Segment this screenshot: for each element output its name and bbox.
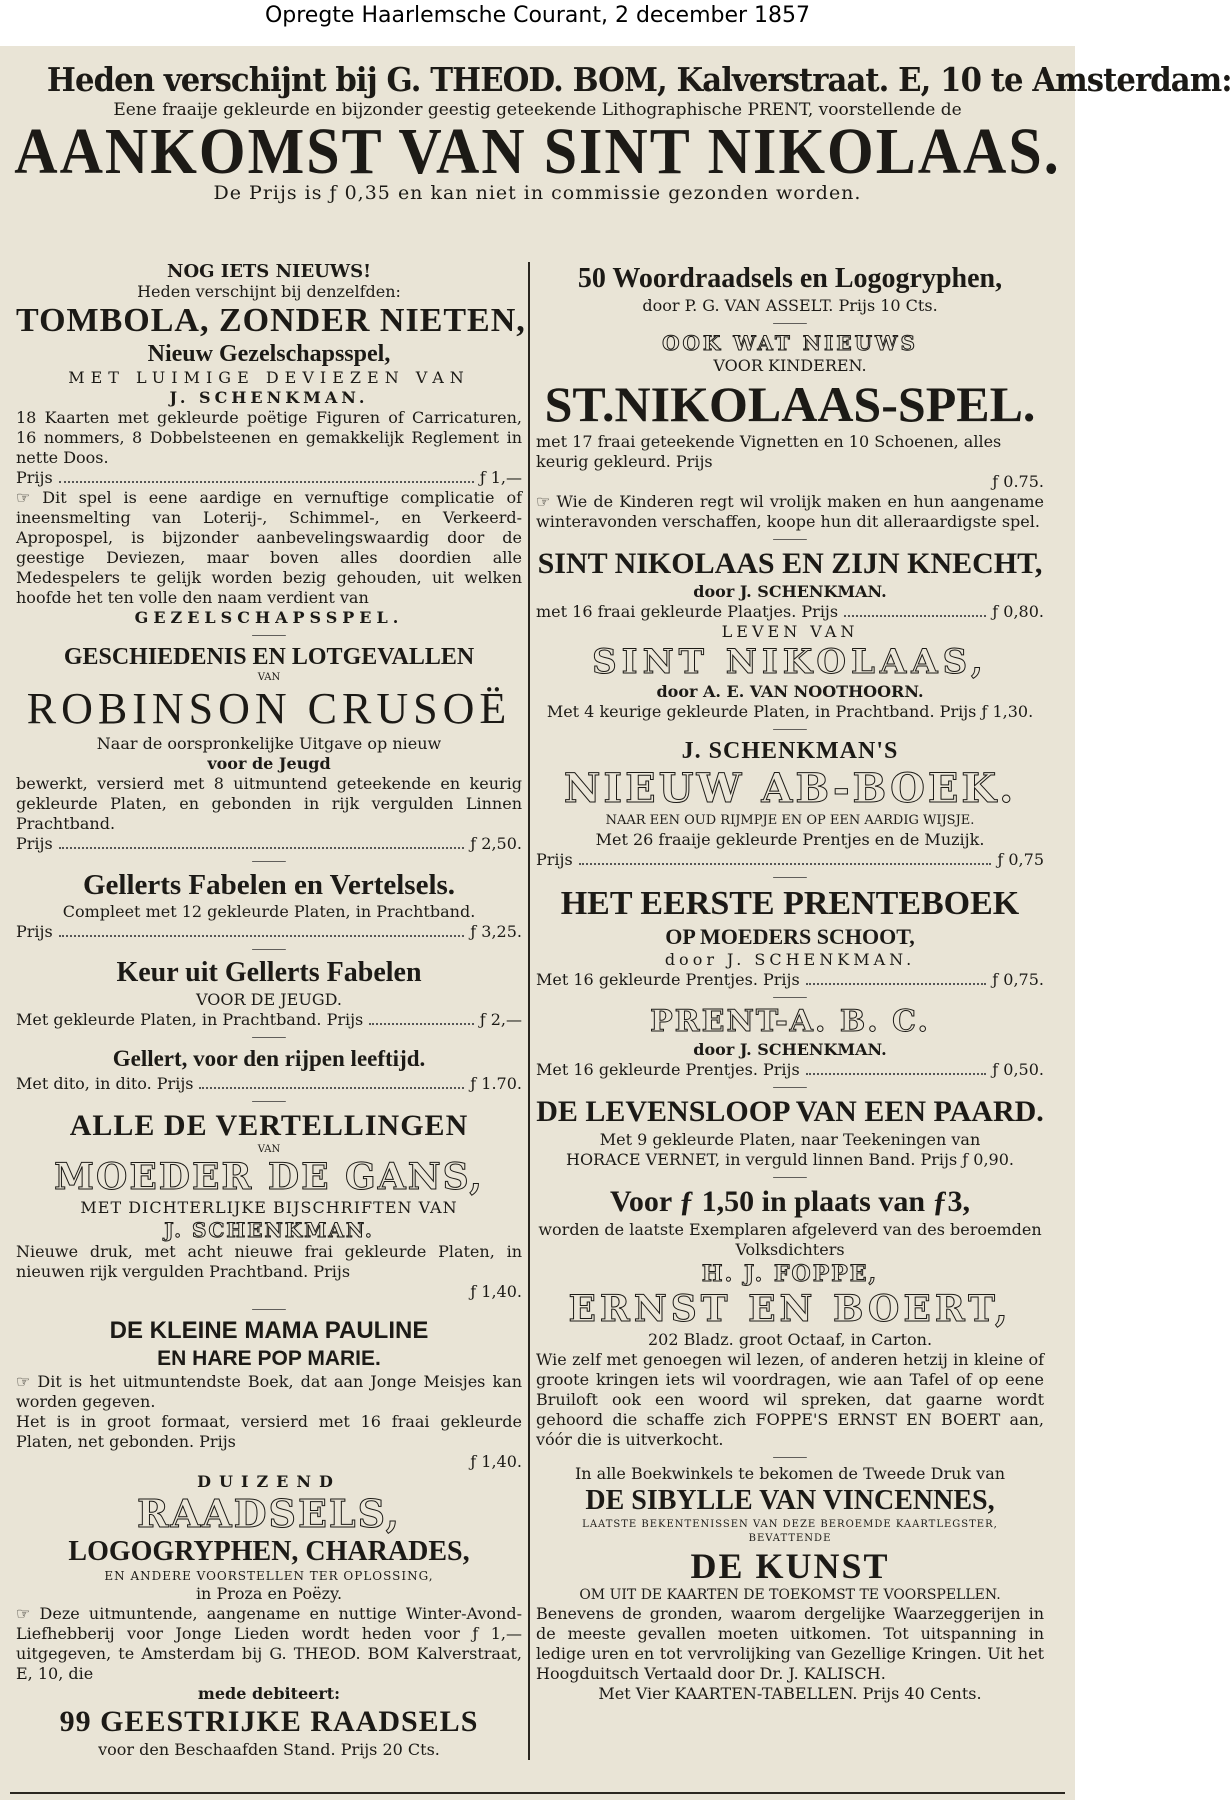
ad-paard-title: DE LEVENSLOOP VAN EEN PAARD. <box>536 1095 1044 1128</box>
ad-levensloop-paard <box>536 1094 1044 1170</box>
ad-sibylle-title: DE SIBYLLE VAN VINCENNES, <box>585 1485 995 1516</box>
ad-raadsels-body: ☞ Deze uitmuntende, aangename en nuttige Winter-Avond-Liefhebberij voor Jonge Lieden wordt heden voor ƒ 1,— uitgegeven, te Amsterdam bij G. THEOD. BOM Kalverstraat, E, 10, die <box>16 1604 522 1683</box>
ad-foppe-author: H. J. FOPPE, <box>701 1261 879 1287</box>
ad-leven-desc: Met 4 keurige gekleurde Platen, in Prachtband. Prijs ƒ 1,30. <box>546 702 1034 721</box>
masthead <box>0 46 1232 204</box>
ad-robinson-title: ROBINSON CRUSOË <box>26 684 512 733</box>
ad-spel-price-row <box>536 432 1044 472</box>
separator-ornament: ⸻ <box>251 1029 287 1045</box>
ad-gans-title: MOEDER DE GANS, <box>54 1156 484 1198</box>
ad-keur-price-row <box>16 1010 522 1030</box>
ad-tombola-author: J. SCHENKMAN. <box>169 388 369 407</box>
ad-ab-sub: NAAR EEN OUD RIJMPJE EN OP EEN AARDIG WIJSJE. <box>605 813 975 828</box>
ad-raadsels-title: RAADSELS, <box>137 1491 401 1536</box>
ad-robinson-desc: bewerkt, versierd met 8 uitmuntend geteekende en keurig gekleurde Platen, en gebonden in rijk vergulden Linnen Prachtband. <box>16 774 522 833</box>
ad-gans-desc: Nieuwe druk, met acht nieuwe frai gekleurde Platen, in nieuwen rijk vergulden Prachtband. Prijs <box>16 1242 522 1281</box>
ad-mama-body1: ☞ Dit is het uitmuntendste Boek, dat aan Jonge Meisjes kan worden gegeven. <box>16 1372 522 1411</box>
ad-prenteboek-sub: OP MOEDERS SCHOOT, <box>665 924 915 949</box>
masthead-title: AANKOMST VAN SINT NIKOLAAS. <box>14 114 1061 188</box>
ad-raadsels-mede: mede debiteert: <box>197 1684 341 1703</box>
ad-keur-sub: VOOR DE JEUGD. <box>196 990 342 1009</box>
ad-tombola-price-row <box>16 468 522 488</box>
ad-woord-author: door P. G. VAN ASSELT. Prijs 10 Cts. <box>642 296 938 315</box>
ad-gellert-price-row <box>16 922 522 942</box>
newspaper-page <box>0 46 1232 1800</box>
separator-ornament: ⸻ <box>251 853 287 869</box>
ad-keur-title: Keur uit Gellerts Fabelen <box>116 957 422 988</box>
ad-prenteboek-price-row <box>536 970 1044 990</box>
separator-ornament: ⸻ <box>251 941 287 957</box>
separator-ornament: ⸻ <box>251 1301 287 1317</box>
ad-tombola <box>16 261 526 628</box>
separator-ornament: ⸻ <box>772 531 808 547</box>
ad-spel-pre: OOK WAT NIEUWS <box>662 331 918 355</box>
desc: Met 16 gekleurde Prentjes. Prijs <box>536 970 800 989</box>
ad-prenteboek-author: door J. SCHENKMAN. <box>664 950 916 969</box>
ad-sibylle-sub2: BEVATTENDE <box>748 1533 832 1544</box>
ad-tombola-desc: 18 Kaarten met gekleurde poëtige Figuren of Carricaturen, 16 nommers, 8 Dobbelsteenen en gemakkelijk Reglement in nette Doos. <box>16 408 522 467</box>
masthead-publisher: Heden verschijnt bij G. THEOD. BOM, Kalverstraat. E, 10 te Amsterdam: <box>46 60 1232 99</box>
ad-sibylle-sub3: OM UIT DE KAARTEN DE TOEKOMST TE VOORSPELLEN. <box>579 1587 1001 1603</box>
right-column <box>530 262 1050 1760</box>
ad-mama-title1: DE KLEINE MAMA PAULINE <box>109 1317 429 1344</box>
ad-ab-price-row <box>536 850 1044 870</box>
desc: Met 16 gekleurde Prentjes. Prijs <box>536 1060 800 1079</box>
bottom-rule <box>10 1792 1065 1794</box>
ad-tombola-pre: NOG IETS NIEUWS! <box>167 261 371 282</box>
ad-moeder-de-gans <box>16 1108 522 1302</box>
price: ƒ 2,50. <box>470 834 522 853</box>
ad-foppe-sub: worden de laatste Exemplaren afgeleverd van des beroemden Volksdichters <box>538 1220 1042 1259</box>
columns <box>10 262 1065 1760</box>
separator-ornament: ⸻ <box>251 1093 287 1109</box>
ad-mama-body2: Het is in groot formaat, versierd met 16 fraai gekleurde Platen, net gebonden. Prijs <box>16 1412 522 1451</box>
ad-ab-sub2: Met 26 fraaije gekleurde Prentjes en de Muzijk. <box>595 830 985 849</box>
price: ƒ 1.70. <box>470 1074 522 1093</box>
ad-mama-title2: EN HARE POP MARIE. <box>157 1347 381 1370</box>
left-column <box>10 262 530 1760</box>
ad-spel-title: ST.NIKOLAAS-SPEL. <box>544 376 1036 432</box>
ad-sibylle-last: Met Vier KAARTEN-TABELLEN. Prijs 40 Cents. <box>598 1684 982 1703</box>
price-label: Prijs <box>16 922 53 941</box>
ad-raadsels-sub: LOGOGRYPHEN, CHARADES, <box>68 1536 470 1567</box>
separator-ornament: ⸻ <box>772 315 808 331</box>
ad-rijpen-price-row <box>16 1074 522 1094</box>
page-caption: Opregte Haarlemsche Courant, 2 december 1857 <box>0 0 1075 46</box>
ad-prenteboek <box>536 884 1044 990</box>
ad-sibylle-sub: LAATSTE BEKENTENISSEN VAN DEZE BEROEMDE KAARTLEGSTER, <box>582 1519 998 1530</box>
ad-knecht-price-row <box>536 602 1044 622</box>
ad-abc-author: door J. SCHENKMAN. <box>693 1040 887 1059</box>
price-label: Prijs <box>16 468 53 487</box>
price: ƒ 0,50. <box>992 1060 1044 1079</box>
ad-foppe-body: Wie zelf met genoegen wil lezen, of anderen hetzij in kleine of groote kringen iets wil voordragen, wie aan Tafel of op eene Bruiloft ook een woord wil spreken, dat gaarne wordt gehoord die schaffe zich FOPPE'S ERNST EN BOERT aan, vóór die is uitverkocht. <box>536 1350 1044 1449</box>
ad-leven-title: SINT NIKOLAAS, <box>592 642 988 682</box>
ad-gellert-desc: Compleet met 12 gekleurde Platen, in Prachtband. <box>62 902 476 921</box>
ad-sibylle <box>536 1464 1044 1704</box>
separator-ornament: ⸻ <box>772 1169 808 1185</box>
ad-prenteboek-title: HET EERSTE PRENTEBOEK <box>560 885 1020 922</box>
desc: Met gekleurde Platen, in Prachtband. Prijs <box>16 1010 364 1029</box>
ad-abc-price-row <box>536 1060 1044 1080</box>
ad-tombola-subtitle: Nieuw Gezelschapsspel, <box>147 341 391 367</box>
ad-robinson-sub: Naar de oorspronkelijke Uitgave op nieuw <box>96 734 442 753</box>
desc: met 16 fraai gekleurde Plaatjes. Prijs <box>536 602 839 621</box>
ad-robinson <box>16 642 522 854</box>
desc: met 17 fraai geteekende Vignetten en 10 Schoenen, alles keurig gekleurd. Prijs <box>536 432 1002 471</box>
ad-gellert-title: Gellerts Fabelen en Vertelsels. <box>82 869 456 901</box>
ad-foppe-title2: ERNST EN BOERT, <box>568 1288 1012 1330</box>
ad-gellert-rijpen <box>16 1044 522 1094</box>
ad-ab-title: NIEUW AB-BOEK. <box>563 765 1017 812</box>
ad-sibylle-title2: DE KUNST <box>690 1546 890 1586</box>
price: ƒ 0,75. <box>992 970 1044 989</box>
ad-ab-boek <box>536 736 1044 870</box>
price-label: Prijs <box>16 834 53 853</box>
ad-prent-abc <box>536 1004 1044 1080</box>
ad-woord-title: 50 Woordraadsels en Logogryphen, <box>577 263 1003 294</box>
ad-knecht-author: door J. SCHENKMAN. <box>693 582 887 601</box>
masthead-price: De Prijs is ƒ 0,35 en kan niet in commissie gezonden worden. <box>213 182 862 204</box>
ad-robinson-van: VAN <box>257 672 281 683</box>
ad-robinson-price-row <box>16 834 522 854</box>
ad-gans-sub: MET DICHTERLIJKE BIJSCHRIFTEN VAN <box>80 1198 458 1217</box>
ad-robinson-pre: GESCHIEDENIS EN LOTGEVALLEN <box>63 644 475 670</box>
ad-tombola-end: GEZELSCHAPSSPEL. <box>134 608 404 627</box>
ad-gans-van: VAN <box>257 1144 281 1155</box>
ad-spel-pre2: VOOR KINDEREN. <box>713 356 867 375</box>
separator-ornament: ⸻ <box>251 627 287 643</box>
ad-leven-nikolaas <box>536 622 1044 722</box>
price: ƒ 2,— <box>479 1010 522 1029</box>
separator-ornament: ⸻ <box>772 1449 808 1465</box>
ad-raadsels-sub3: in Proza en Poëzy. <box>195 1584 343 1603</box>
ad-raadsels-sub2: EN ANDERE VOORSTELLEN TER OPLOSSING, <box>104 1569 434 1583</box>
ad-raadsels-last: 99 GEESTRIJKE RAADSELS <box>59 1705 479 1738</box>
ad-leven-author: door A. E. VAN NOOTHOORN. <box>656 682 924 701</box>
ad-gans-price: ƒ 1,40. <box>470 1282 522 1301</box>
separator-ornament: ⸻ <box>772 721 808 737</box>
ad-sibylle-pre: In alle Boekwinkels te bekomen de Tweede Druk van <box>574 1464 1006 1483</box>
price: ƒ 1,— <box>479 468 522 487</box>
ad-duizend-raadsels <box>16 1472 522 1760</box>
separator-ornament: ⸻ <box>772 869 808 885</box>
ad-raadsels-last2: voor den Beschaafden Stand. Prijs 20 Cts. <box>98 1740 440 1759</box>
ad-gellert-fabelen <box>16 868 522 942</box>
price-label: Prijs <box>536 850 573 869</box>
price: ƒ 3,25. <box>470 922 522 941</box>
ad-raadsels-pre: DUIZEND <box>197 1472 341 1491</box>
ad-keur-gellert <box>16 956 522 1030</box>
ad-foppe-title: Voor ƒ 1,50 in plaats van ƒ3, <box>609 1185 971 1218</box>
ad-gans-author: J. SCHENKMAN. <box>164 1218 374 1242</box>
ad-abc-title: PRENT-A. B. C. <box>650 1004 930 1039</box>
ad-tombola-title: TOMBOLA, ZONDER NIETEN, <box>16 302 526 339</box>
ad-foppe <box>536 1184 1044 1450</box>
price: ƒ 0,75 <box>997 850 1044 869</box>
ad-leven-pre: LEVEN VAN <box>721 622 859 641</box>
ad-paard-desc2: HORACE VERNET, in verguld linnen Band. Prijs ƒ 0,90. <box>565 1150 1014 1169</box>
ad-paard-desc1: Met 9 gekleurde Platen, naar Teekeningen van <box>599 1130 981 1149</box>
ad-nikolaas-spel <box>536 330 1044 532</box>
separator-ornament: ⸻ <box>772 989 808 1005</box>
separator-ornament: ⸻ <box>772 1079 808 1095</box>
ad-foppe-sub2: 202 Bladz. groot Octaaf, in Carton. <box>647 1330 933 1349</box>
ad-robinson-sub2: voor de Jeugd <box>207 754 331 773</box>
ad-woordraadsels <box>536 262 1044 316</box>
ad-rijpen-title: Gellert, voor den rijpen leeftijd. <box>112 1046 426 1071</box>
ad-spel-body: ☞ Wie de Kinderen regt wil vrolijk maken en hun aangename winteravonden verschaffen, koope hun dit alleraardigste spel. <box>536 492 1044 531</box>
ad-sibylle-body: Benevens de gronden, waarom dergelijke Waarzeggerijen in de meeste gevallen moeten uitkomen. Tot uitspanning in ledige uren en tot vervrolijking van Gezellige Kringen. Uit het Hoogduitsch Vertaald door Dr. J. KALISCH. <box>536 1604 1044 1683</box>
ad-knecht-title: SINT NIKOLAAS EN ZIJN KNECHT, <box>537 547 1043 580</box>
ad-tombola-pre2: Heden verschijnt bij denzelfden: <box>137 282 401 301</box>
price: ƒ 0,80. <box>992 602 1044 621</box>
ad-tombola-body: ☞ Dit spel is eene aardige en vernuftige complicatie of ineensmelting van Loterij-, Schimmel-, en Verkeerd-Apropospel, is bijzonder aanbevelingswaardig door de geestige Deviezen, maar boven alles doordien alle Medespelers te gelijk worden bezig gehouden, uit welken hoofde het ten volle den naam verdient van <box>16 488 522 607</box>
masthead-intro: Eene fraaije gekleurde en bijzonder geestig geteekende Lithographische PRENT, voorstellende de <box>113 100 962 120</box>
ad-kleine-mama <box>16 1316 522 1472</box>
ad-ab-pre: J. SCHENKMAN'S <box>681 738 899 764</box>
ad-tombola-line: MET LUIMIGE DEVIEZEN VAN <box>68 368 470 387</box>
desc: Met dito, in dito. Prijs <box>16 1074 194 1093</box>
ad-spel-price: ƒ 0.75. <box>992 472 1044 491</box>
ad-gans-pre: ALLE DE VERTELLINGEN <box>69 1109 469 1142</box>
ad-mama-price: ƒ 1,40. <box>470 1452 522 1471</box>
ad-knecht <box>536 546 1044 622</box>
